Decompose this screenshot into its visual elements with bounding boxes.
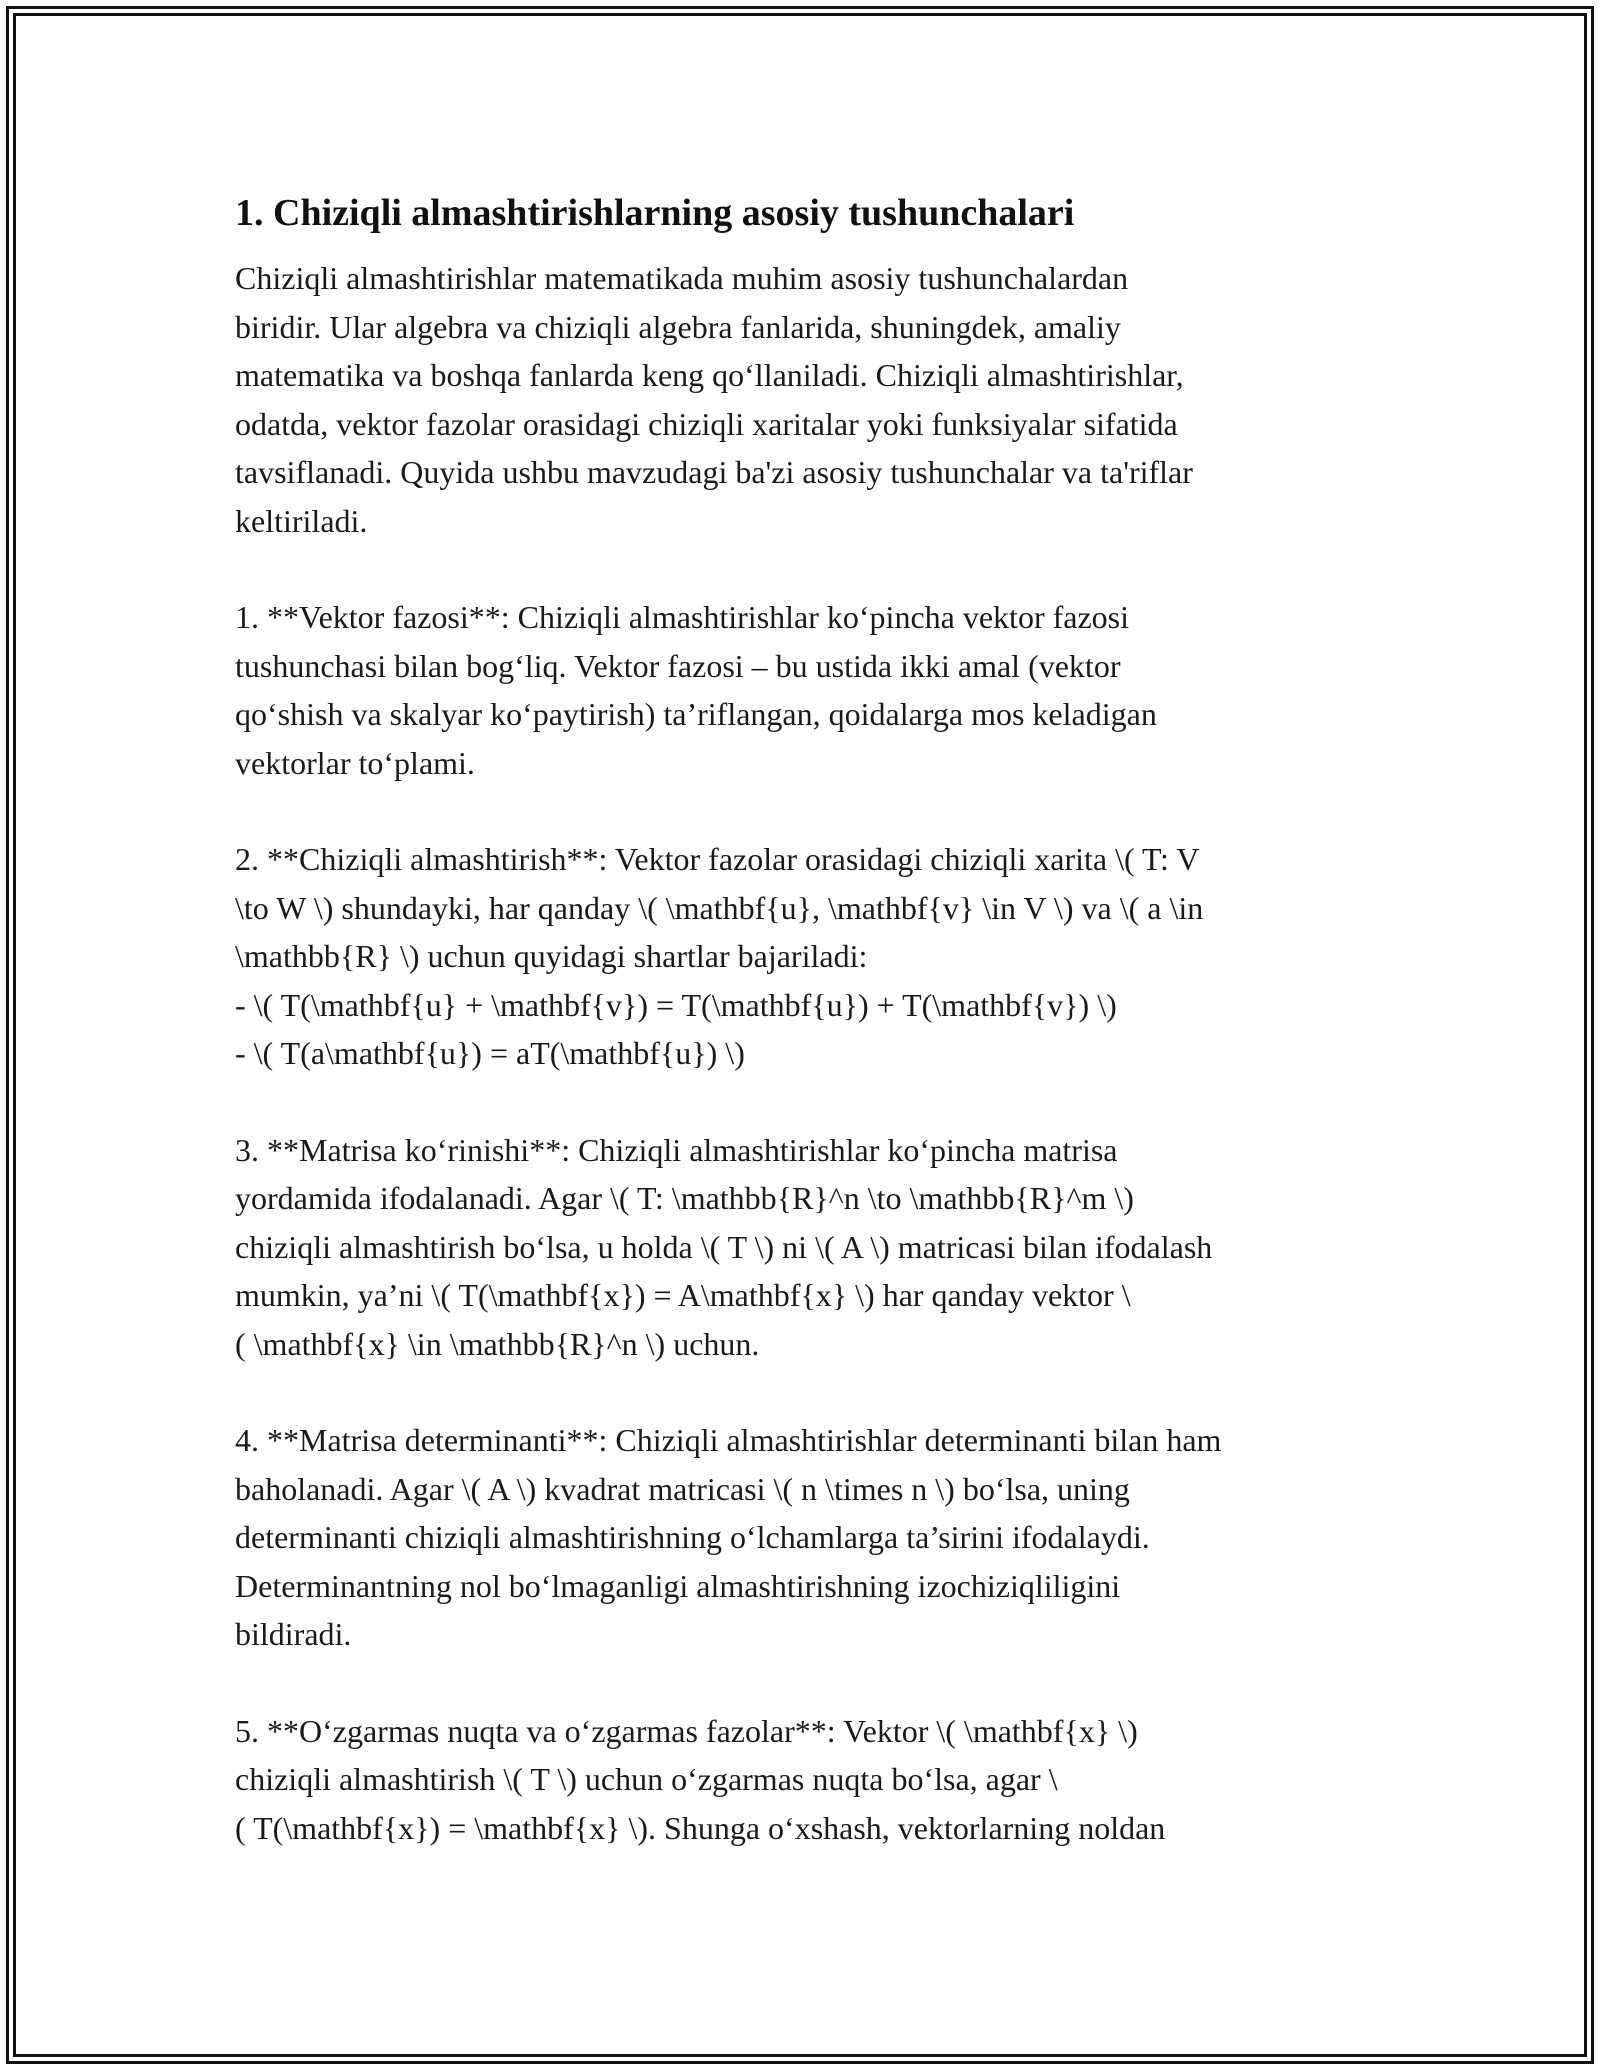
intro-paragraph: Chiziqli almashtirishlar matematikada muhim asosiy tushunchalardan biridir. Ular algebra va chiziqli algebra fanlarida, shuningdek, amaliy matematika va boshqa fanlarda keng qo‘llaniladi. Chiziqli almashtirishlar, odatda, vektor fazolar orasidagi chiziqli xaritalar yoki funksiyalar sifatida tavsiflanadi. Quyida ushbu mavzudagi ba'zi asosiy tushunchalar va ta'riflar keltiriladi. <box>235 260 1193 539</box>
document-title: 1. Chiziqli almashtirishlarning asosiy tushunchalari <box>235 192 1075 234</box>
item-chiziqli-almashtirish: 2. **Chiziqli almashtirish**: Vektor fazolar orasidagi chiziqli xarita \( T: V \to W \) shundayki, har qanday \( \mathbf{u}, \mathbf{v} \in V \) va \( a \in \mathbb{R} \) uchun quyidagi shartlar bajariladi: - \( T(\mathbf{u} + \mathbf{v}) = T(\mathbf{u}) + T(\mathbf{v}) \) - \( T(a\mathbf{u}) = aT(\mathbf{u}) \) <box>235 841 1204 1071</box>
item-ozgarmas-nuqta: 5. **O‘zgarmas nuqta va o‘zgarmas fazolar**: Vektor \( \mathbf{x} \) chiziqli almashtirish \( T \) uchun o‘zgarmas nuqta bo‘lsa, agar \ ( T(\mathbf{x}) = \mathbf{x} \). Shunga o‘xshash, vektorlarning noldan <box>235 1712 1166 1846</box>
item-matrisa-determinanti: 4. **Matrisa determinanti**: Chiziqli almashtirishlar determinanti bilan ham baholanadi. Agar \( A \) kvadrat matricasi \( n \times n \) bo‘lsa, uning determinanti chiziqli almashtirishning o‘lchamlarga ta’sirini ifodalaydi. Determinantning nol bo‘lmaganligi almashtirishning izochiziqliligini bildiradi. <box>235 1422 1222 1652</box>
document-body <box>235 186 1375 1852</box>
item-vektor-fazosi: 1. **Vektor fazosi**: Chiziqli almashtirishlar ko‘pincha vektor fazosi tushunchasi bilan bog‘liq. Vektor fazosi – bu ustida ikki amal (vektor qo‘shish va skalyar ko‘paytirish) ta’riflangan, qoidalarga mos keladigan vektorlar to‘plami. <box>235 599 1157 781</box>
item-matrisa-korinishi: 3. **Matrisa ko‘rinishi**: Chiziqli almashtirishlar ko‘pincha matrisa yordamida ifodalanadi. Agar \( T: \mathbb{R}^n \to \mathbb{R}^m \) chiziqli almashtirish bo‘lsa, u holda \( T \) ni \( A \) matricasi bilan ifodalash mumkin, ya’ni \( T(\mathbf{x}) = A\mathbf{x} \) har qanday vektor \ ( \mathbf{x} \in \mathbb{R}^n \) uchun. <box>235 1131 1213 1362</box>
